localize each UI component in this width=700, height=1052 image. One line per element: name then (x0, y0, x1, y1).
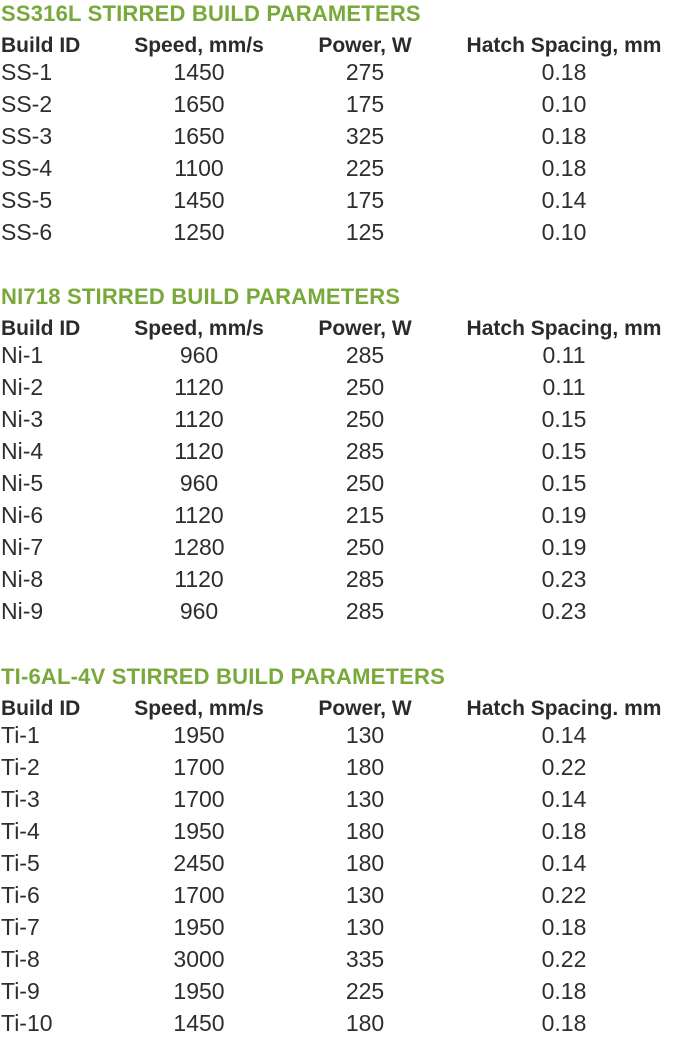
cell-hatch-spacing: 0.11 (542, 342, 586, 368)
table-row (0, 435, 700, 467)
cell-hatch-spacing: 0.10 (541, 91, 587, 117)
column-header-build-id: Build ID (1, 34, 81, 57)
cell-build-id: Ti-7 (1, 914, 40, 940)
cell-speed: 1450 (173, 1010, 225, 1036)
cell-power: 335 (345, 946, 385, 972)
cell-build-id: Ti-1 (1, 722, 40, 748)
cell-build-id: Ni-8 (1, 566, 44, 592)
column-header-power: Power, W (318, 34, 412, 57)
cell-build-id: Ni-2 (1, 374, 44, 400)
column-header-power: Power, W (318, 697, 412, 720)
section-title: SS316L STIRRED BUILD PARAMETERS (1, 1, 421, 26)
cell-speed: 3000 (173, 946, 225, 972)
table-row (0, 88, 700, 120)
cell-power: 325 (345, 123, 385, 149)
table-row (0, 975, 700, 1007)
cell-build-id: SS-6 (1, 219, 53, 245)
cell-power: 130 (345, 722, 385, 748)
cell-hatch-spacing: 0.11 (542, 374, 586, 400)
cell-hatch-spacing: 0.15 (541, 470, 587, 496)
cell-hatch-spacing: 0.18 (541, 914, 587, 940)
column-header-hatch-spacing: Hatch Spacing, mm (466, 34, 662, 57)
cell-build-id: Ni-9 (1, 598, 44, 624)
cell-build-id: Ni-5 (1, 470, 44, 496)
table-row (0, 783, 700, 815)
cell-build-id: Ni-3 (1, 406, 44, 432)
cell-build-id: SS-3 (1, 123, 53, 149)
cell-speed: 1650 (173, 91, 225, 117)
cell-hatch-spacing: 0.18 (541, 123, 587, 149)
column-header-power: Power, W (318, 317, 412, 340)
cell-build-id: Ti-6 (1, 882, 40, 908)
cell-power: 175 (345, 91, 385, 117)
table-row (0, 499, 700, 531)
table-row (0, 595, 700, 627)
cell-power: 225 (345, 155, 385, 181)
cell-power: 285 (345, 438, 385, 464)
cell-hatch-spacing: 0.18 (541, 978, 587, 1004)
cell-build-id: Ti-2 (1, 754, 40, 780)
cell-hatch-spacing: 0.19 (541, 534, 587, 560)
table-row (0, 467, 700, 499)
column-header-speed: Speed, mm/s (134, 34, 264, 57)
cell-power: 180 (345, 818, 385, 844)
cell-power: 275 (345, 59, 385, 85)
cell-hatch-spacing: 0.18 (541, 155, 587, 181)
cell-speed: 960 (179, 470, 219, 496)
cell-speed: 1950 (173, 818, 225, 844)
table-row (0, 751, 700, 783)
cell-hatch-spacing: 0.22 (541, 882, 587, 908)
cell-speed: 1450 (173, 187, 225, 213)
table-row (0, 815, 700, 847)
column-header-speed: Speed, mm/s (134, 697, 264, 720)
cell-speed: 1280 (173, 534, 225, 560)
column-header-speed: Speed, mm/s (134, 317, 264, 340)
table-row (0, 56, 700, 88)
cell-speed: 1120 (174, 406, 224, 432)
cell-hatch-spacing: 0.23 (541, 566, 587, 592)
cell-speed: 960 (179, 342, 219, 368)
cell-speed: 1250 (173, 219, 225, 245)
cell-power: 285 (345, 566, 385, 592)
cell-build-id: Ti-10 (1, 1010, 53, 1036)
table-row (0, 371, 700, 403)
cell-speed: 1650 (173, 123, 225, 149)
cell-build-id: Ni-4 (1, 438, 44, 464)
table-row (0, 1007, 700, 1039)
cell-speed: 1450 (173, 59, 225, 85)
cell-hatch-spacing: 0.18 (541, 818, 587, 844)
cell-speed: 1950 (173, 914, 225, 940)
cell-speed: 960 (179, 598, 219, 624)
cell-hatch-spacing: 0.23 (541, 598, 587, 624)
cell-power: 175 (345, 187, 385, 213)
cell-power: 215 (345, 502, 385, 528)
cell-speed: 1120 (174, 374, 224, 400)
cell-power: 285 (345, 342, 385, 368)
cell-hatch-spacing: 0.18 (541, 59, 587, 85)
cell-speed: 1100 (174, 155, 224, 181)
cell-power: 180 (345, 850, 385, 876)
cell-build-id: Ni-7 (1, 534, 44, 560)
cell-build-id: Ti-4 (1, 818, 40, 844)
table-row (0, 879, 700, 911)
cell-speed: 1950 (173, 722, 225, 748)
cell-power: 180 (345, 754, 385, 780)
column-header-hatch-spacing: Hatch Spacing. mm (466, 697, 662, 720)
cell-power: 225 (345, 978, 385, 1004)
cell-power: 180 (345, 1010, 385, 1036)
cell-power: 250 (345, 470, 385, 496)
cell-hatch-spacing: 0.19 (541, 502, 587, 528)
table-row (0, 943, 700, 975)
table-row (0, 847, 700, 879)
cell-build-id: SS-4 (1, 155, 53, 181)
cell-power: 130 (345, 882, 385, 908)
cell-build-id: Ti-3 (1, 786, 40, 812)
column-header-build-id: Build ID (1, 317, 81, 340)
cell-build-id: Ni-6 (1, 502, 44, 528)
cell-power: 250 (345, 534, 385, 560)
cell-build-id: SS-5 (1, 187, 53, 213)
cell-speed: 1120 (174, 438, 224, 464)
cell-build-id: Ti-5 (1, 850, 40, 876)
cell-speed: 1120 (174, 502, 224, 528)
cell-speed: 1700 (173, 882, 225, 908)
cell-hatch-spacing: 0.22 (541, 754, 587, 780)
section-title: NI718 STIRRED BUILD PARAMETERS (1, 284, 401, 309)
cell-speed: 1700 (173, 786, 225, 812)
column-header-build-id: Build ID (1, 697, 81, 720)
cell-hatch-spacing: 0.14 (541, 786, 587, 812)
table-row (0, 531, 700, 563)
table-row (0, 563, 700, 595)
cell-speed: 1120 (174, 566, 224, 592)
cell-build-id: SS-1 (1, 59, 53, 85)
cell-hatch-spacing: 0.15 (541, 406, 587, 432)
section-title: TI-6AL-4V STIRRED BUILD PARAMETERS (1, 664, 445, 689)
column-header-hatch-spacing: Hatch Spacing, mm (466, 317, 662, 340)
table-row (0, 184, 700, 216)
cell-power: 130 (345, 914, 385, 940)
cell-hatch-spacing: 0.14 (541, 187, 587, 213)
cell-speed: 1950 (173, 978, 225, 1004)
cell-power: 125 (345, 219, 385, 245)
table-row (0, 339, 700, 371)
cell-hatch-spacing: 0.10 (541, 219, 587, 245)
cell-build-id: Ni-1 (1, 342, 44, 368)
table-row (0, 152, 700, 184)
cell-power: 285 (345, 598, 385, 624)
cell-build-id: SS-2 (1, 91, 53, 117)
cell-speed: 2450 (173, 850, 225, 876)
table-row (0, 719, 700, 751)
cell-power: 250 (345, 374, 385, 400)
cell-power: 130 (345, 786, 385, 812)
cell-hatch-spacing: 0.22 (541, 946, 587, 972)
cell-hatch-spacing: 0.15 (541, 438, 587, 464)
cell-hatch-spacing: 0.14 (541, 850, 587, 876)
cell-hatch-spacing: 0.18 (541, 1010, 587, 1036)
table-row (0, 911, 700, 943)
table-row (0, 120, 700, 152)
cell-power: 250 (345, 406, 385, 432)
cell-speed: 1700 (173, 754, 225, 780)
cell-hatch-spacing: 0.14 (541, 722, 587, 748)
cell-build-id: Ti-8 (1, 946, 40, 972)
table-row (0, 403, 700, 435)
table-row (0, 216, 700, 248)
cell-build-id: Ti-9 (1, 978, 40, 1004)
